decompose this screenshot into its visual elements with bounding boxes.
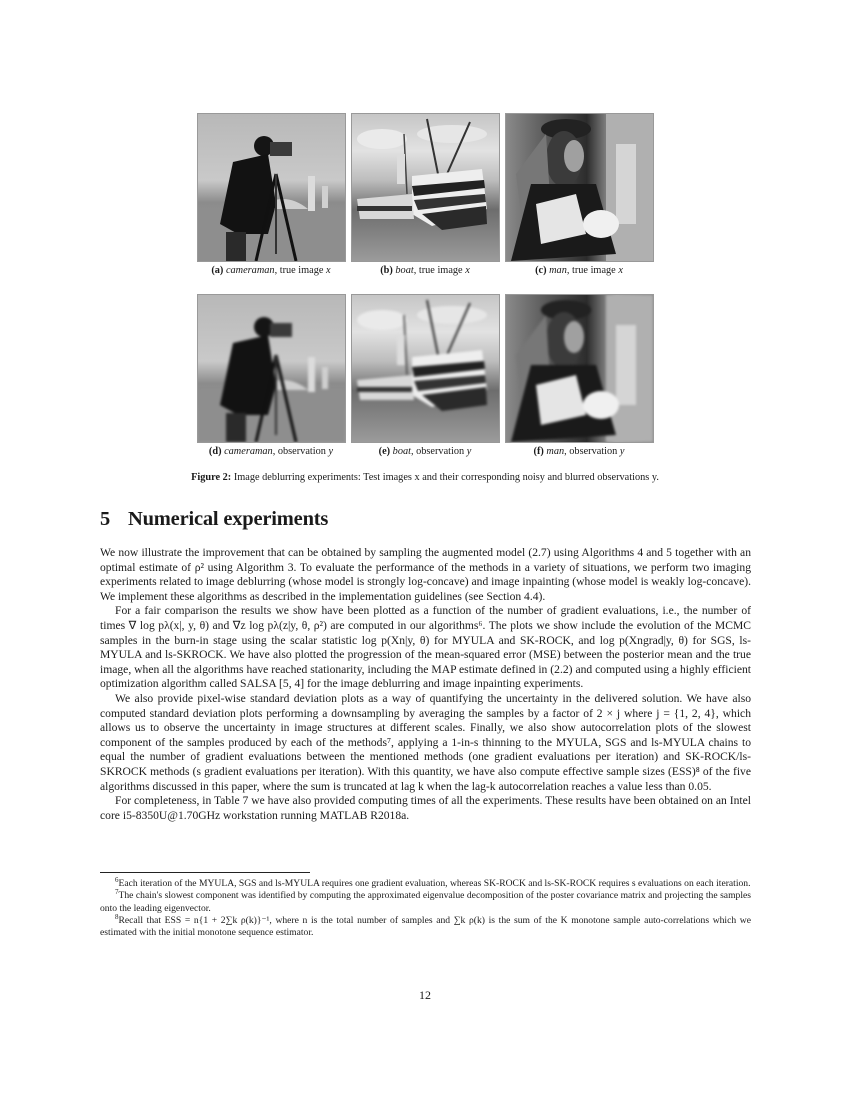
image-boat-true (351, 113, 500, 262)
image-cameraman-true (197, 113, 346, 262)
subfigure-caption-f: (f) man, observation y (533, 446, 625, 457)
image-cameraman-observation (197, 294, 346, 443)
section-title: Numerical experiments (128, 508, 329, 530)
figure-caption (100, 472, 750, 483)
man-blurred-picture (506, 295, 653, 442)
footnote-rule (100, 872, 310, 873)
section-heading (100, 508, 328, 531)
subfigure-caption-e: (e) boat, observation y (378, 446, 472, 457)
boat-blurred-picture (352, 295, 499, 442)
boat-picture (352, 114, 499, 261)
footnote-8: $^8$Recall that ESS = n{1 + 2∑k ρ(k)}⁻¹, where n is the total number of samples and ∑k ρ(k) is the sum of the K monotone sample auto-correlations which we estimated with the initial monotone sequence estimator. (100, 912, 751, 939)
image-boat-observation (351, 294, 500, 443)
figure-caption-label: Figure 2: (191, 472, 232, 483)
footnote-7: $^7$The chain's slowest component was identified by computing the approximated eigenvalue decomposition of the poster covariance matrix and projecting the samples onto the leading eigenvector. (100, 888, 751, 914)
cameraman-blurred-picture (198, 295, 345, 442)
figure-caption-text: Image deblurring experiments: Test images x and their corresponding noisy and blurred observations y. (231, 472, 659, 483)
paragraph-3: We also provide pixel-wise standard deviation plots as a way of quantifying the uncertainty in the delivered solution. We have also computed standard deviation plots performing a downsampling by averaging the samples by a factor of 2 × j where j = {1, 2, 4}, which allows us to observe the uncertainty in image structures at different scales. Finally, we also show autocorrelation plots of the slowest component of the samples produced by each of the methods⁷, applying a 1-in-s thinning to the MYULA, SGS and ls-MYULA chains to equal the number of gradient evaluations between the mentioned methods (one gradient evaluations per iteration) and SK-ROCK/ls-SKROCK methods (s gradient evaluations per iteration). With this quantity, we have also compute effective sample sizes (ESS)⁸ of the five algorithms discussed in this paper, where the sum is truncated at lag k when the lag-k autocorrelation reaches a value less than 0.05. (100, 691, 751, 793)
footnote-6: $^6$Each iteration of the MYULA, SGS and ls-MYULA requires one gradient evaluation, whereas SK-ROCK and ls-SK-ROCK requires s evaluations on each iteration. (115, 875, 751, 889)
man-picture (506, 114, 653, 261)
subfigure-caption-b: (b) boat, true image x (380, 265, 470, 276)
subfigure-caption-d: (d) cameraman, observation y (208, 446, 334, 457)
subfigure-caption-c: (c) man, true image x (535, 265, 623, 276)
image-man-observation (505, 294, 654, 443)
body-text (100, 546, 751, 823)
footnotes (100, 875, 751, 939)
paragraph-1: We now illustrate the improvement that can be obtained by sampling the augmented model (2.7) using Algorithms 4 and 5 together with an optimal estimate of ρ² using Algorithm 3. To evaluate the performance of the methods in a variety of situations, we perform two imaging experiments related to image deblurring (whose model is strongly log-concave) and image inpainting (whose model is weakly log-concave). We implement these algorithms as described in the implementation guidelines (see Section 4.4). (100, 546, 751, 603)
paragraph-2: For a fair comparison the results we show have been plotted as a function of the number of gradient evaluations, i.e., the number of times ∇ log pλ(x|, y, θ) and ∇z log pλ(z|y, θ, ρ²) are computed in our algorithms⁶. The plots we show include the evolution of the MCMC samples in the burn-in stage using the scalar statistic log p(Xn|y, θ) for MYULA and SK-ROCK, and log p(Xngrad|y, θ) for SGS, ls-MYULA and ls-SKROCK. We have also plotted the progression of the mean-squared error (MSE) between the posterior mean and the true image, when all the algorithms have reached stationarity, including the MAP estimate defined in (2.2) and computed using a highly efficient optimization algorithm called SALSA [5, 4] for the image deblurring and image inpainting experiments. (100, 604, 751, 691)
page-number: 12 (419, 988, 431, 1002)
image-man-true (505, 113, 654, 262)
section-number: 5 (100, 508, 111, 530)
paragraph-4: For completeness, in Table 7 we have also provided computing times of all the experiments. These results have been obtained on an Intel core i5-8350U@1.70GHz workstation running MATLAB R2018a. (100, 794, 751, 822)
subfigure-caption-a: (a) cameraman, true image x (211, 265, 331, 276)
cameraman-picture (198, 114, 345, 261)
